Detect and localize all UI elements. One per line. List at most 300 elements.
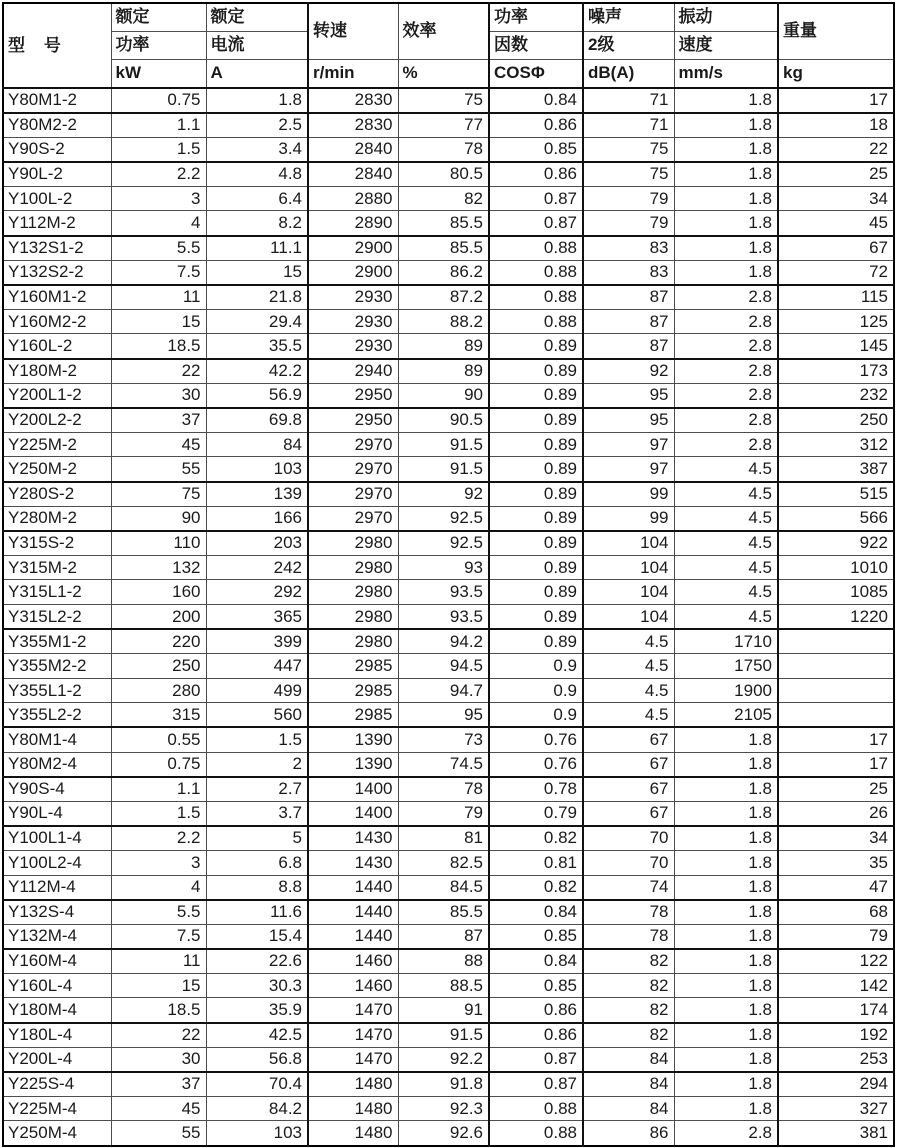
cell-model: Y200L1-2	[3, 383, 111, 408]
cell-rmin: 1390	[308, 727, 398, 752]
cell-model: Y225M-2	[3, 432, 111, 457]
cell-mms: 1.8	[674, 1047, 778, 1072]
cell-kg: 922	[778, 531, 894, 556]
cell-db: 86	[583, 1121, 674, 1146]
table-row	[3, 211, 894, 236]
cell-mms: 2.8	[674, 359, 778, 384]
cell-pct: 91.5	[398, 457, 489, 482]
header-rated-power-line1: 额定	[111, 3, 206, 31]
header-noise-line1: 噪声	[583, 3, 674, 31]
header-noise-line2: 2级	[583, 31, 674, 59]
cell-kw: 5.5	[111, 236, 206, 261]
cell-a: 42.5	[206, 1023, 308, 1048]
cell-db: 84	[583, 1096, 674, 1121]
cell-db: 95	[583, 408, 674, 433]
cell-db: 67	[583, 752, 674, 777]
cell-a: 1.5	[206, 727, 308, 752]
cell-pct: 94.7	[398, 678, 489, 703]
cell-mms: 1.8	[674, 88, 778, 113]
cell-mms: 1.8	[674, 137, 778, 162]
cell-model: Y90L-2	[3, 162, 111, 187]
cell-rmin: 2930	[308, 309, 398, 334]
table-row	[3, 949, 894, 974]
cell-db: 71	[583, 88, 674, 113]
cell-rmin: 1470	[308, 1023, 398, 1048]
cell-a: 3.7	[206, 801, 308, 826]
cell-a: 242	[206, 555, 308, 580]
cell-kw: 250	[111, 654, 206, 679]
cell-a: 69.8	[206, 408, 308, 433]
cell-db: 67	[583, 801, 674, 826]
cell-a: 8.2	[206, 211, 308, 236]
cell-a: 5	[206, 826, 308, 851]
cell-model: Y315L2-2	[3, 604, 111, 629]
cell-mms: 1.8	[674, 900, 778, 925]
cell-a: 35.9	[206, 998, 308, 1023]
cell-a: 42.2	[206, 359, 308, 384]
cell-model: Y90S-4	[3, 777, 111, 802]
table-row	[3, 162, 894, 187]
cell-mms: 1.8	[674, 1023, 778, 1048]
cell-pct: 95	[398, 703, 489, 728]
cell-cos: 0.82	[489, 826, 583, 851]
cell-rmin: 2900	[308, 260, 398, 285]
cell-a: 29.4	[206, 309, 308, 334]
cell-pct: 85.5	[398, 211, 489, 236]
table-row	[3, 801, 894, 826]
cell-db: 82	[583, 973, 674, 998]
table-row	[3, 924, 894, 949]
cell-cos: 0.86	[489, 162, 583, 187]
table-row	[3, 359, 894, 384]
cell-db: 87	[583, 334, 674, 359]
cell-rmin: 1430	[308, 850, 398, 875]
cell-kg: 45	[778, 211, 894, 236]
cell-pct: 81	[398, 826, 489, 851]
cell-rmin: 2940	[308, 359, 398, 384]
cell-model: Y180M-4	[3, 998, 111, 1023]
cell-a: 84.2	[206, 1096, 308, 1121]
cell-db: 84	[583, 1072, 674, 1097]
cell-cos: 0.89	[489, 383, 583, 408]
cell-mms: 4.5	[674, 531, 778, 556]
cell-pct: 82.5	[398, 850, 489, 875]
cell-mms: 1900	[674, 678, 778, 703]
cell-cos: 0.88	[489, 1121, 583, 1146]
cell-a: 15.4	[206, 924, 308, 949]
cell-rmin: 1440	[308, 875, 398, 900]
cell-a: 21.8	[206, 285, 308, 310]
table-body	[3, 88, 894, 1146]
cell-kw: 3	[111, 850, 206, 875]
cell-kw: 1.1	[111, 777, 206, 802]
cell-cos: 0.89	[489, 604, 583, 629]
cell-a: 399	[206, 629, 308, 654]
cell-db: 87	[583, 285, 674, 310]
cell-kg: 47	[778, 875, 894, 900]
cell-db: 79	[583, 211, 674, 236]
cell-cos: 0.89	[489, 629, 583, 654]
cell-db: 99	[583, 482, 674, 507]
cell-rmin: 1470	[308, 1047, 398, 1072]
cell-pct: 79	[398, 801, 489, 826]
cell-kw: 0.75	[111, 88, 206, 113]
cell-cos: 0.89	[489, 531, 583, 556]
cell-db: 99	[583, 506, 674, 531]
table-row	[3, 973, 894, 998]
cell-mms: 2.8	[674, 285, 778, 310]
table-row	[3, 383, 894, 408]
cell-db: 4.5	[583, 703, 674, 728]
cell-rmin: 1400	[308, 777, 398, 802]
cell-kg: 26	[778, 801, 894, 826]
cell-model: Y315S-2	[3, 531, 111, 556]
cell-mms: 2.8	[674, 408, 778, 433]
cell-db: 84	[583, 1047, 674, 1072]
cell-rmin: 1390	[308, 752, 398, 777]
cell-rmin: 2930	[308, 334, 398, 359]
cell-model: Y315M-2	[3, 555, 111, 580]
table-row	[3, 1047, 894, 1072]
cell-kw: 11	[111, 949, 206, 974]
cell-kw: 37	[111, 408, 206, 433]
cell-rmin: 2985	[308, 703, 398, 728]
cell-cos: 0.89	[489, 555, 583, 580]
cell-mms: 4.5	[674, 555, 778, 580]
cell-pct: 89	[398, 359, 489, 384]
cell-db: 78	[583, 900, 674, 925]
cell-mms: 1.8	[674, 236, 778, 261]
table-row	[3, 236, 894, 261]
cell-kg: 22	[778, 137, 894, 162]
cell-model: Y225M-4	[3, 1096, 111, 1121]
cell-mms: 4.5	[674, 457, 778, 482]
cell-kg: 312	[778, 432, 894, 457]
cell-rmin: 1430	[308, 826, 398, 851]
cell-a: 499	[206, 678, 308, 703]
cell-kw: 4	[111, 875, 206, 900]
cell-kg: 1010	[778, 555, 894, 580]
cell-model: Y200L2-2	[3, 408, 111, 433]
cell-db: 82	[583, 998, 674, 1023]
cell-a: 56.8	[206, 1047, 308, 1072]
cell-db: 104	[583, 531, 674, 556]
cell-kg: 515	[778, 482, 894, 507]
cell-a: 560	[206, 703, 308, 728]
cell-mms: 1.8	[674, 998, 778, 1023]
cell-pct: 90	[398, 383, 489, 408]
cell-cos: 0.89	[489, 482, 583, 507]
motor-spec-table	[2, 2, 895, 1147]
header-unit-cos: COSΦ	[489, 59, 583, 88]
cell-kg: 35	[778, 850, 894, 875]
cell-a: 292	[206, 580, 308, 605]
header-rated-power-line2: 功率	[111, 31, 206, 59]
header-unit-kw: kW	[111, 59, 206, 88]
table-row	[3, 88, 894, 113]
cell-kw: 1.1	[111, 113, 206, 138]
cell-cos: 0.89	[489, 506, 583, 531]
cell-rmin: 2900	[308, 236, 398, 261]
table-row	[3, 137, 894, 162]
cell-cos: 0.9	[489, 654, 583, 679]
cell-kw: 37	[111, 1072, 206, 1097]
cell-pct: 88	[398, 949, 489, 974]
cell-cos: 0.9	[489, 678, 583, 703]
cell-cos: 0.89	[489, 580, 583, 605]
cell-model: Y132S-4	[3, 900, 111, 925]
cell-kg: 250	[778, 408, 894, 433]
cell-mms: 1.8	[674, 752, 778, 777]
header-unit-mms: mm/s	[674, 59, 778, 88]
cell-kg: 67	[778, 236, 894, 261]
cell-kw: 4	[111, 211, 206, 236]
header-unit-rmin: r/min	[308, 59, 398, 88]
cell-kw: 90	[111, 506, 206, 531]
cell-model: Y355L2-2	[3, 703, 111, 728]
cell-kg	[778, 703, 894, 728]
cell-kg	[778, 654, 894, 679]
cell-kg: 566	[778, 506, 894, 531]
header-unit-percent: %	[398, 59, 489, 88]
table-row	[3, 285, 894, 310]
cell-a: 6.8	[206, 850, 308, 875]
cell-cos: 0.87	[489, 186, 583, 211]
cell-db: 82	[583, 949, 674, 974]
cell-db: 104	[583, 604, 674, 629]
cell-mms: 4.5	[674, 580, 778, 605]
cell-cos: 0.82	[489, 875, 583, 900]
cell-kw: 30	[111, 383, 206, 408]
cell-mms: 1.8	[674, 162, 778, 187]
cell-db: 4.5	[583, 678, 674, 703]
cell-a: 8.8	[206, 875, 308, 900]
cell-a: 56.9	[206, 383, 308, 408]
cell-cos: 0.88	[489, 285, 583, 310]
cell-kw: 160	[111, 580, 206, 605]
cell-kw: 45	[111, 432, 206, 457]
cell-kw: 1.5	[111, 801, 206, 826]
cell-cos: 0.86	[489, 998, 583, 1023]
table-row	[3, 875, 894, 900]
cell-pct: 92.5	[398, 506, 489, 531]
cell-kg: 142	[778, 973, 894, 998]
cell-pct: 89	[398, 334, 489, 359]
cell-model: Y250M-2	[3, 457, 111, 482]
table-row	[3, 1023, 894, 1048]
header-unit-db: dB(A)	[583, 59, 674, 88]
cell-cos: 0.85	[489, 924, 583, 949]
cell-a: 11.6	[206, 900, 308, 925]
cell-kg: 25	[778, 162, 894, 187]
cell-kw: 0.75	[111, 752, 206, 777]
cell-rmin: 2880	[308, 186, 398, 211]
table-row	[3, 309, 894, 334]
cell-mms: 1.8	[674, 801, 778, 826]
cell-kw: 3	[111, 186, 206, 211]
cell-pct: 93.5	[398, 580, 489, 605]
cell-a: 35.5	[206, 334, 308, 359]
cell-rmin: 2980	[308, 604, 398, 629]
cell-pct: 91.5	[398, 1023, 489, 1048]
cell-kw: 45	[111, 1096, 206, 1121]
cell-db: 87	[583, 309, 674, 334]
cell-rmin: 2950	[308, 408, 398, 433]
cell-mms: 1.8	[674, 211, 778, 236]
cell-a: 365	[206, 604, 308, 629]
cell-pct: 91.5	[398, 432, 489, 457]
cell-cos: 0.89	[489, 457, 583, 482]
cell-a: 2.5	[206, 113, 308, 138]
cell-db: 4.5	[583, 629, 674, 654]
cell-mms: 4.5	[674, 604, 778, 629]
cell-db: 83	[583, 260, 674, 285]
cell-rmin: 2970	[308, 432, 398, 457]
cell-pct: 85.5	[398, 236, 489, 261]
cell-cos: 0.85	[489, 973, 583, 998]
cell-kw: 15	[111, 973, 206, 998]
cell-a: 6.4	[206, 186, 308, 211]
cell-cos: 0.88	[489, 1096, 583, 1121]
header-rated-current-line2: 电流	[206, 31, 308, 59]
cell-pct: 84.5	[398, 875, 489, 900]
cell-pct: 85.5	[398, 900, 489, 925]
cell-pct: 92.5	[398, 531, 489, 556]
cell-kw: 220	[111, 629, 206, 654]
cell-kg: 381	[778, 1121, 894, 1146]
cell-rmin: 2980	[308, 580, 398, 605]
cell-cos: 0.88	[489, 309, 583, 334]
table-row	[3, 457, 894, 482]
cell-pct: 78	[398, 777, 489, 802]
table-row	[3, 678, 894, 703]
cell-pct: 88.5	[398, 973, 489, 998]
cell-db: 78	[583, 924, 674, 949]
cell-mms: 1.8	[674, 113, 778, 138]
cell-a: 203	[206, 531, 308, 556]
table-row	[3, 482, 894, 507]
cell-rmin: 1460	[308, 973, 398, 998]
table-row	[3, 506, 894, 531]
cell-model: Y180L-4	[3, 1023, 111, 1048]
cell-model: Y80M1-2	[3, 88, 111, 113]
cell-rmin: 2970	[308, 506, 398, 531]
cell-mms: 2.8	[674, 432, 778, 457]
cell-rmin: 2985	[308, 678, 398, 703]
cell-pct: 93	[398, 555, 489, 580]
cell-a: 4.8	[206, 162, 308, 187]
cell-mms: 1.8	[674, 850, 778, 875]
cell-kw: 5.5	[111, 900, 206, 925]
cell-db: 82	[583, 1023, 674, 1048]
cell-rmin: 2980	[308, 531, 398, 556]
cell-pct: 74.5	[398, 752, 489, 777]
cell-mms: 2105	[674, 703, 778, 728]
cell-kg: 17	[778, 88, 894, 113]
cell-model: Y112M-4	[3, 875, 111, 900]
cell-rmin: 2930	[308, 285, 398, 310]
cell-db: 67	[583, 777, 674, 802]
cell-db: 79	[583, 186, 674, 211]
header-rated-current-line1: 额定	[206, 3, 308, 31]
cell-a: 3.4	[206, 137, 308, 162]
cell-mms: 2.8	[674, 1121, 778, 1146]
cell-mms: 1.8	[674, 875, 778, 900]
cell-model: Y100L2-4	[3, 850, 111, 875]
cell-kw: 22	[111, 359, 206, 384]
cell-kw: 7.5	[111, 260, 206, 285]
cell-rmin: 2830	[308, 88, 398, 113]
cell-kw: 200	[111, 604, 206, 629]
cell-cos: 0.84	[489, 900, 583, 925]
cell-mms: 1.8	[674, 186, 778, 211]
cell-pct: 92.3	[398, 1096, 489, 1121]
header-speed: 转速	[308, 3, 398, 59]
cell-pct: 92	[398, 482, 489, 507]
cell-model: Y90S-2	[3, 137, 111, 162]
cell-pct: 86.2	[398, 260, 489, 285]
cell-cos: 0.78	[489, 777, 583, 802]
table-row	[3, 408, 894, 433]
cell-kw: 11	[111, 285, 206, 310]
cell-kg: 1085	[778, 580, 894, 605]
cell-db: 74	[583, 875, 674, 900]
cell-kg: 17	[778, 727, 894, 752]
cell-kg: 387	[778, 457, 894, 482]
cell-cos: 0.87	[489, 1072, 583, 1097]
cell-db: 70	[583, 850, 674, 875]
cell-pct: 75	[398, 88, 489, 113]
cell-cos: 0.86	[489, 113, 583, 138]
cell-model: Y280M-2	[3, 506, 111, 531]
header-efficiency: 效率	[398, 3, 489, 59]
header-vibration-line1: 振动	[674, 3, 778, 31]
cell-db: 67	[583, 727, 674, 752]
cell-kg: 115	[778, 285, 894, 310]
cell-pct: 80.5	[398, 162, 489, 187]
cell-mms: 1.8	[674, 727, 778, 752]
cell-kw: 110	[111, 531, 206, 556]
cell-a: 1.8	[206, 88, 308, 113]
cell-model: Y355M1-2	[3, 629, 111, 654]
cell-pct: 77	[398, 113, 489, 138]
cell-cos: 0.89	[489, 432, 583, 457]
cell-pct: 90.5	[398, 408, 489, 433]
cell-mms: 1.8	[674, 924, 778, 949]
cell-kg: 174	[778, 998, 894, 1023]
cell-kg: 122	[778, 949, 894, 974]
cell-db: 97	[583, 457, 674, 482]
cell-rmin: 1440	[308, 924, 398, 949]
table-row	[3, 432, 894, 457]
table-row	[3, 531, 894, 556]
cell-kg: 25	[778, 777, 894, 802]
cell-cos: 0.88	[489, 236, 583, 261]
cell-model: Y132S1-2	[3, 236, 111, 261]
cell-rmin: 1480	[308, 1072, 398, 1097]
cell-db: 75	[583, 162, 674, 187]
cell-kw: 132	[111, 555, 206, 580]
cell-kg: 327	[778, 1096, 894, 1121]
cell-model: Y250M-4	[3, 1121, 111, 1146]
cell-cos: 0.89	[489, 408, 583, 433]
cell-mms: 1.8	[674, 949, 778, 974]
cell-pct: 87	[398, 924, 489, 949]
cell-model: Y280S-2	[3, 482, 111, 507]
table-row	[3, 186, 894, 211]
cell-pct: 94.2	[398, 629, 489, 654]
table-row	[3, 752, 894, 777]
